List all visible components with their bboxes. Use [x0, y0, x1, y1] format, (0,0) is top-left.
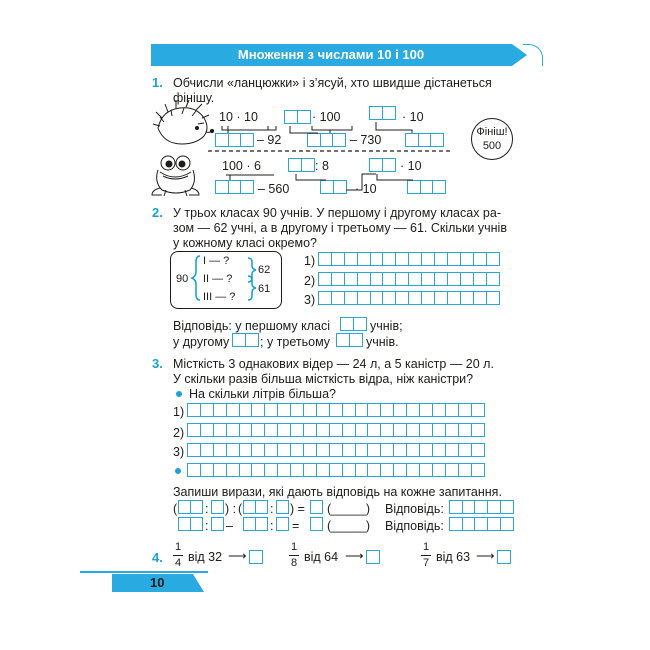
- chain1-box-c[interactable]: [307, 133, 345, 147]
- task-1-text-line2: фінішу.: [173, 91, 215, 105]
- finish-value: 500: [482, 140, 502, 152]
- expr2-div1: :: [205, 519, 209, 533]
- task3-row1-grid[interactable]: [187, 403, 483, 417]
- footer-line: [80, 571, 208, 573]
- task-1-text-line1: Обчисли «ланцюжки» і з’ясуй, хто швидше дістанеться: [173, 76, 492, 90]
- expr1-box1[interactable]: [178, 500, 201, 514]
- frac3-den: 7: [422, 557, 430, 569]
- scheme-sum23: 61: [258, 283, 271, 295]
- task-2-text-line1: У трьох класах 90 учнів. У першому і другому класах ра-: [173, 206, 501, 220]
- frac2-arrow-icon: ⟶: [345, 548, 364, 563]
- chain2-op1: – 560: [258, 182, 290, 196]
- bullet-1: [176, 391, 182, 397]
- expr1-result-box[interactable]: [310, 500, 323, 514]
- frac1-text: від 32: [188, 550, 223, 564]
- answer-cell[interactable]: [471, 423, 485, 437]
- expr1-answer-grid[interactable]: [449, 500, 513, 514]
- frac2-den: 8: [290, 557, 298, 569]
- chain2-box-a[interactable]: [215, 180, 253, 194]
- task3-write-expr: Запиши вирази, які дають відповідь на кожне запитання.: [173, 485, 502, 499]
- frac3-num: 1: [422, 541, 430, 553]
- task3-row1-label: 1): [173, 405, 185, 419]
- bullet-2: [175, 468, 181, 474]
- chain2-box-d[interactable]: [369, 158, 394, 172]
- frac1-den: 4: [174, 557, 182, 569]
- task2-row3-label: 3): [304, 293, 316, 307]
- chain1-op2: · 100: [312, 110, 341, 124]
- expr1-paren-close: ) :: [225, 502, 237, 516]
- task2-row2-grid[interactable]: [318, 272, 498, 286]
- expr1-paren-open2: (: [238, 502, 243, 516]
- page-number: 10: [150, 575, 165, 590]
- answer-cell[interactable]: [486, 252, 500, 266]
- answer-cell[interactable]: [471, 403, 485, 417]
- task2-row1-label: 1): [304, 254, 316, 268]
- task-4-number: 4.: [152, 550, 163, 565]
- expr1-box4[interactable]: [276, 500, 289, 514]
- task2-answer-e: учнів.: [366, 335, 399, 349]
- title-banner-shadow: [523, 44, 543, 66]
- expr1-paren-open: (: [173, 502, 178, 516]
- expr1-box3[interactable]: [243, 500, 266, 514]
- frac1-bar: [173, 555, 183, 556]
- finish-oval: [471, 118, 513, 160]
- expr1-div2: :: [270, 502, 274, 516]
- task2-row3-grid[interactable]: [318, 291, 498, 305]
- answer-cell[interactable]: [486, 291, 500, 305]
- task3-row2-label: 2): [173, 426, 185, 440]
- expr1-answer-label: Відповідь:: [385, 502, 444, 516]
- expr2-div2: :: [270, 519, 274, 533]
- task3-row3-grid[interactable]: [187, 443, 483, 457]
- task-3-text-line2: У скільки разів більша місткість відра, ніж каністри?: [173, 372, 474, 386]
- frac1-num: 1: [174, 541, 182, 553]
- chain2-box-b[interactable]: [288, 158, 313, 172]
- chain2-op2: : 8: [315, 159, 329, 173]
- scheme-sum12: 62: [258, 264, 271, 276]
- expr2-answer-label: Відповідь:: [385, 519, 444, 533]
- expr2-result-box[interactable]: [310, 517, 323, 531]
- frac3-answer-box[interactable]: [497, 550, 511, 564]
- task-2-text-line3: у кожному класі окремо?: [173, 236, 317, 250]
- chain1-start: 10 · 10: [219, 110, 258, 124]
- expr1-box2[interactable]: [211, 500, 224, 514]
- task2-answer-a: Відповідь: у першому класі: [173, 319, 331, 333]
- finish-label: Фініш!: [476, 126, 508, 138]
- expr2-box3[interactable]: [243, 517, 266, 531]
- expr2-box1[interactable]: [178, 517, 201, 531]
- expr2-eq: =: [292, 519, 300, 533]
- chain2-box-c[interactable]: [320, 180, 345, 194]
- chain1-op1: – 92: [257, 133, 282, 147]
- scheme-total: 90: [176, 273, 189, 285]
- page-title: Множення з числами 10 і 100: [237, 47, 425, 62]
- task-2-number: 2.: [152, 205, 163, 220]
- task-3-text-line1: Місткість 3 однакових відер — 24 л, а 5 каністр — 20 л.: [173, 357, 494, 371]
- task-3-number: 3.: [152, 356, 163, 371]
- task2-answer-d: ; у третьому: [260, 335, 331, 349]
- task2-answer-b: учнів;: [370, 319, 403, 333]
- task2-answer-box2[interactable]: [232, 333, 257, 347]
- chain1-box-d[interactable]: [369, 106, 394, 120]
- chain2-start: 100 · 6: [222, 159, 261, 173]
- task2-row2-label: 2): [304, 274, 316, 288]
- chain1-op4: · 10: [402, 110, 424, 124]
- task-3-sub-question: На скільки літрів більша?: [189, 387, 336, 401]
- frac3-bar: [421, 555, 431, 556]
- answer-cell[interactable]: [486, 272, 500, 286]
- scheme-class3: ІІІ — ?: [203, 291, 236, 303]
- expr2-box2[interactable]: [211, 517, 224, 531]
- frac3-arrow-icon: ⟶: [476, 548, 495, 563]
- chain1-box-a[interactable]: [215, 133, 253, 147]
- frac2-num: 1: [290, 541, 298, 553]
- frac1-answer-box[interactable]: [249, 550, 263, 564]
- expr2-unit-blank: (_____): [327, 519, 371, 533]
- answer-cell[interactable]: [471, 443, 485, 457]
- frac3-text: від 63: [436, 550, 471, 564]
- frac2-answer-box[interactable]: [366, 550, 380, 564]
- frac1-arrow-icon: ⟶: [228, 548, 247, 563]
- chain1-box-e[interactable]: [405, 133, 443, 147]
- task3-row4-grid[interactable]: [187, 463, 483, 477]
- chain2-box-e[interactable]: [407, 180, 445, 194]
- task2-answer-c: у другому: [173, 335, 230, 349]
- expr1-unit-blank: (_____): [327, 502, 371, 516]
- expr2-minus: –: [226, 519, 233, 533]
- expr2-box4[interactable]: [276, 517, 289, 531]
- task-2-text-line2: зом — 62 учні, а в другому і третьому — 61. Скільки учнів: [173, 221, 507, 235]
- task2-row1-grid[interactable]: [318, 252, 498, 266]
- task3-row2-grid[interactable]: [187, 423, 483, 437]
- frac2-text: від 64: [304, 550, 339, 564]
- scheme-class1: І — ?: [203, 255, 230, 267]
- answer-cell[interactable]: [471, 463, 485, 477]
- frac2-bar: [289, 555, 299, 556]
- task2-answer-box1[interactable]: [340, 317, 365, 331]
- task3-row3-label: 3): [173, 445, 185, 459]
- scheme-class2: ІІ — ?: [203, 273, 233, 285]
- chain1-op3: – 730: [350, 133, 382, 147]
- chain1-box-b[interactable]: [284, 110, 309, 124]
- expr1-eq: ) =: [290, 502, 305, 516]
- task-1-number: 1.: [152, 75, 163, 90]
- chain2-op4: · 10: [400, 159, 422, 173]
- expr2-answer-grid[interactable]: [449, 517, 513, 531]
- expr1-div1: :: [205, 502, 209, 516]
- task2-answer-box3[interactable]: [336, 333, 361, 347]
- chain2-op3: · 10: [355, 182, 377, 196]
